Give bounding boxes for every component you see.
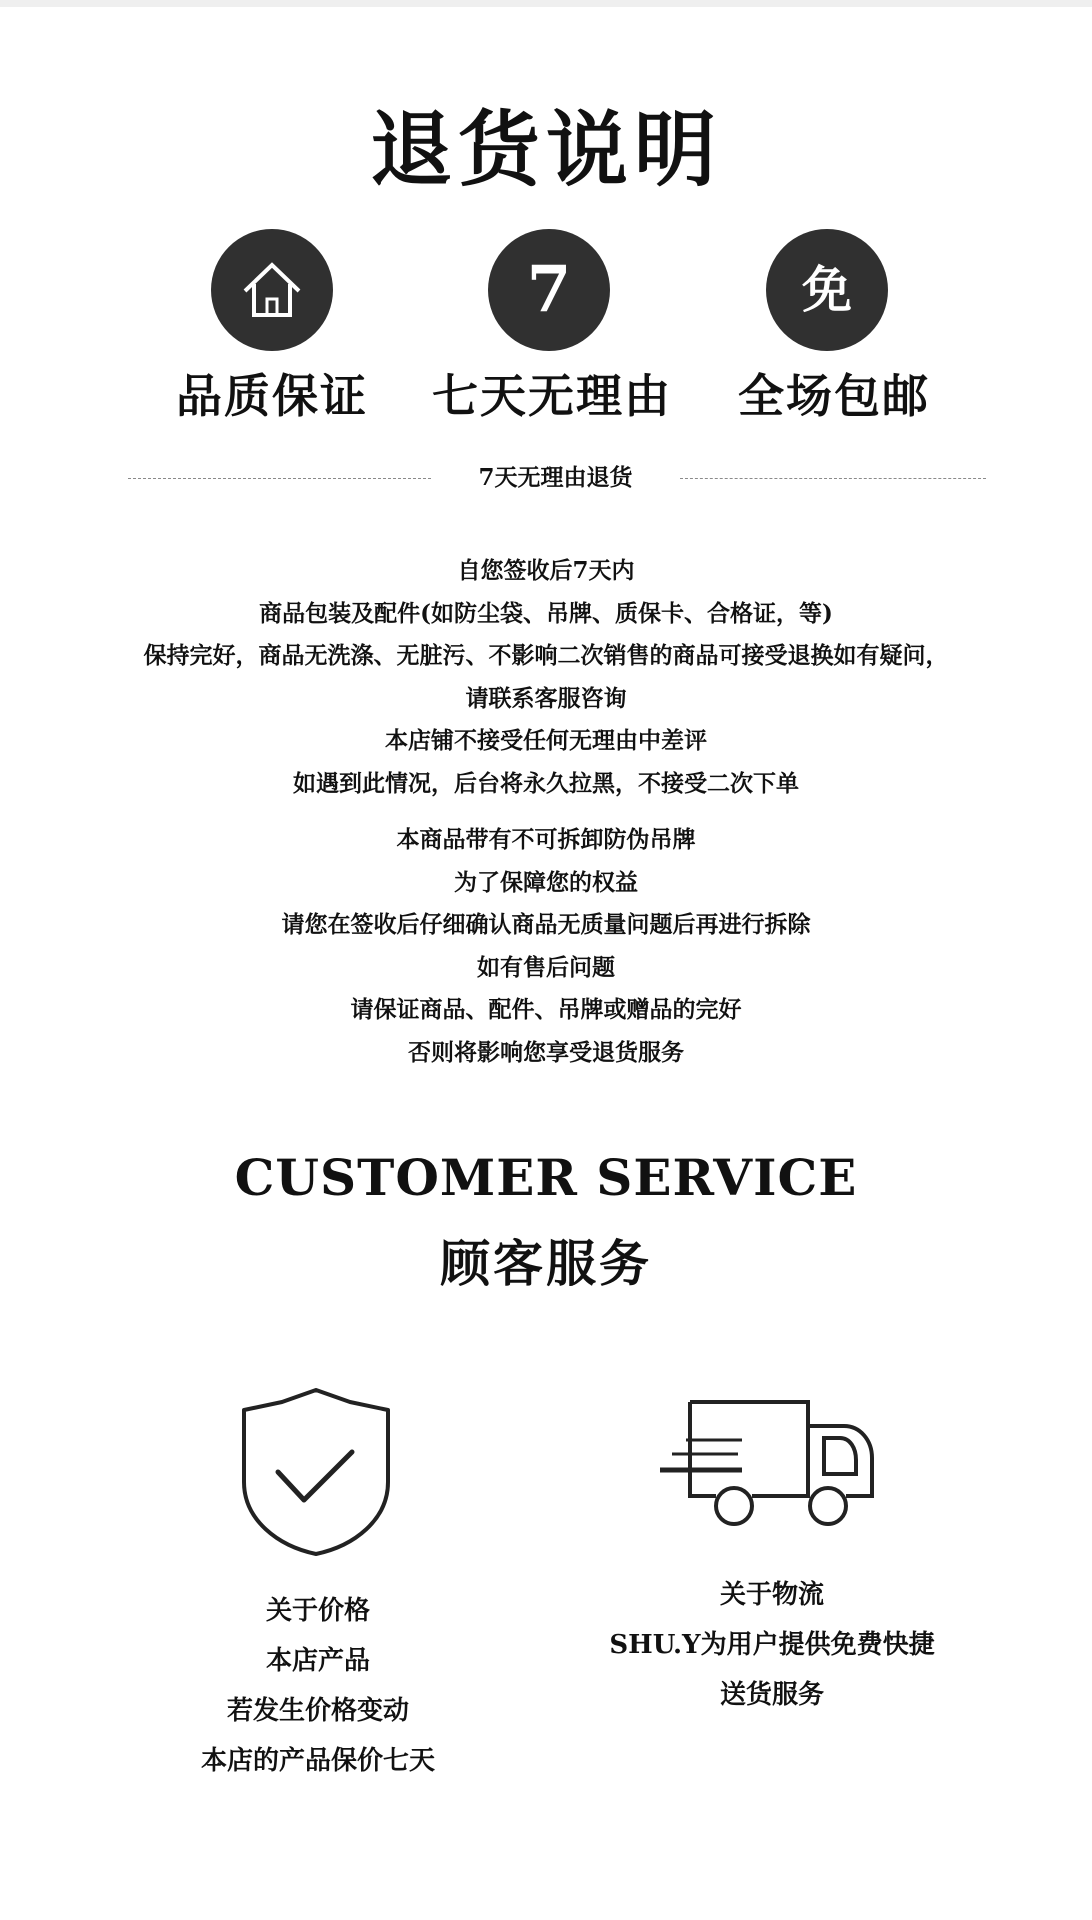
service-line: 送货服务 xyxy=(719,1680,824,1710)
policy-block-return xyxy=(60,550,1032,806)
policy-line: 请保证商品、配件、吊牌或赠品的完好 xyxy=(350,996,742,1024)
free-badge-icon xyxy=(766,229,888,351)
policy-block-tag xyxy=(60,819,1032,1075)
policy-line: 请您在签收后仔细确认商品无质量问题后再进行拆除 xyxy=(281,911,811,939)
service-price-info xyxy=(108,1586,528,1786)
house-icon-svg xyxy=(237,255,307,325)
free-badge-text: 免 xyxy=(802,260,852,319)
policy-line: 如遇到此情况，后台将永久拉黑，不接受二次下单 xyxy=(293,769,799,797)
top-strip xyxy=(0,0,1092,7)
policy-line: 商品包装及配件(如防尘袋、吊牌、质保卡、合格证，等) xyxy=(259,599,833,627)
customer-service-title-en: CUSTOMER SERVICE xyxy=(234,1148,858,1207)
policy-line: 本店铺不接受任何无理由中差评 xyxy=(385,727,707,755)
delivery-truck-icon xyxy=(660,1392,890,1542)
policy-line: 本商品带有不可拆卸防伪吊牌 xyxy=(396,826,696,853)
customer-service-title-cn: 顾客服务 xyxy=(440,1234,652,1293)
service-line: 若发生价格变动 xyxy=(226,1696,409,1726)
service-line: 关于价格 xyxy=(265,1596,370,1626)
policy-line: 自您签收后7天内 xyxy=(457,557,635,584)
house-icon xyxy=(211,229,333,351)
policy-line: 保持完好，商品无洗涤、无脏污、不影响二次销售的商品可接受退换如有疑问， xyxy=(143,642,949,670)
shield-check-icon xyxy=(236,1388,396,1558)
divider-right xyxy=(680,478,986,479)
feature-label-seven-day: 七天无理由 xyxy=(432,369,672,423)
policy-line: 为了保障您的权益 xyxy=(454,868,638,896)
service-line: SHU.Y为用户提供免费快捷 xyxy=(609,1630,935,1660)
feature-label-free-shipping: 全场包邮 xyxy=(738,369,930,423)
service-line: 本店产品 xyxy=(265,1646,370,1676)
page-title: 退货说明 xyxy=(369,102,722,198)
policy-line: 否则将影响您享受退货服务 xyxy=(408,1038,684,1066)
feature-label-quality: 品质保证 xyxy=(176,369,368,423)
service-line: 关于物流 xyxy=(719,1580,824,1610)
service-shipping-info xyxy=(562,1570,982,1720)
seven-badge-text: 7 xyxy=(526,252,572,327)
policy-line: 如有售后问题 xyxy=(477,953,615,981)
policy-line: 请联系客服咨询 xyxy=(465,684,627,712)
service-line: 本店的产品保价七天 xyxy=(200,1746,435,1776)
divider-heading: 7天无理由退货 xyxy=(478,464,633,491)
seven-badge-icon xyxy=(488,229,610,351)
divider-left xyxy=(128,478,431,479)
